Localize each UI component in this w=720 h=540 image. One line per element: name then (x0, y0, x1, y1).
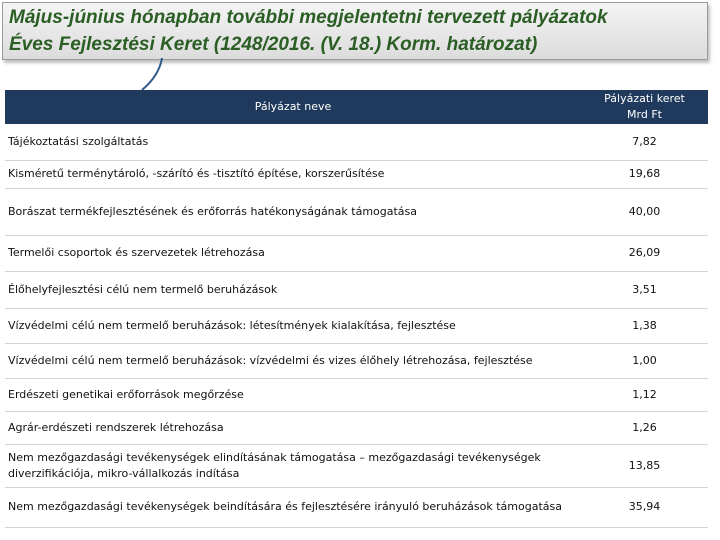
row-value: 1,00 (581, 343, 708, 378)
row-value: 26,09 (581, 235, 708, 271)
row-name: Nem mezőgazdasági tevékenységek beindítására és fejlesztésére irányuló beruházások támogatása (5, 487, 581, 527)
table-row (5, 343, 708, 378)
row-name: Vízvédelmi célú nem termelő beruházások: létesítmények kialakítása, fejlesztése (5, 308, 581, 343)
row-value: 19,68 (581, 160, 708, 188)
row-name: Erdészeti genetikai erőforrások megőrzése (5, 378, 581, 411)
row-value: 3,51 (581, 271, 708, 308)
table-row (5, 160, 708, 188)
header-value-line2: Mrd Ft (627, 108, 662, 121)
row-value: 1,26 (581, 411, 708, 444)
row-value: 1,12 (581, 378, 708, 411)
row-name: Élőhelyfejlesztési célú nem termelő beruházások (5, 271, 581, 308)
row-value: 35,94 (581, 487, 708, 527)
row-name: Kisméretű terménytároló, -szárító és -tisztító építése, korszerűsítése (5, 160, 581, 188)
title-line-2: Éves Fejlesztési Keret (1248/2016. (V. 18.) Korm. határozat) (9, 34, 538, 55)
table-header-row (5, 90, 708, 124)
row-name: Vízvédelmi célú nem termelő beruházások: vízvédelmi és vizes élőhely létrehozása, fejlesztése (5, 343, 581, 378)
table-row (5, 235, 708, 271)
row-name: Nem mezőgazdasági tevékenységek elindításának támogatása – mezőgazdasági tevékenységek diverzifikációja, mikro-vállalkozás indítása (5, 444, 581, 487)
row-value: 1,38 (581, 308, 708, 343)
row-name: Borászat termékfejlesztésének és erőforrás hatékonyságának támogatása (5, 188, 581, 235)
table-row (5, 411, 708, 444)
header-value (581, 90, 708, 124)
row-name: Termelői csoportok és szervezetek létrehozása (5, 235, 581, 271)
header-name: Pályázat neve (5, 90, 581, 124)
row-value: 13,85 (581, 444, 708, 487)
table-row (5, 378, 708, 411)
table-row (5, 308, 708, 343)
title-line-1: Május-június hónapban további megjelentetni tervezett pályázatok (9, 7, 608, 28)
table-row (5, 188, 708, 235)
tender-table (5, 90, 708, 528)
row-value: 7,82 (581, 124, 708, 160)
header-value-line1: Pályázati keret (604, 92, 685, 105)
title-banner (2, 2, 708, 60)
decorative-line (138, 58, 178, 92)
table-row (5, 444, 708, 487)
row-name: Agrár-erdészeti rendszerek létrehozása (5, 411, 581, 444)
table-row (5, 487, 708, 527)
table-row (5, 271, 708, 308)
row-name: Tájékoztatási szolgáltatás (5, 124, 581, 160)
table-row (5, 124, 708, 160)
row-value: 40,00 (581, 188, 708, 235)
